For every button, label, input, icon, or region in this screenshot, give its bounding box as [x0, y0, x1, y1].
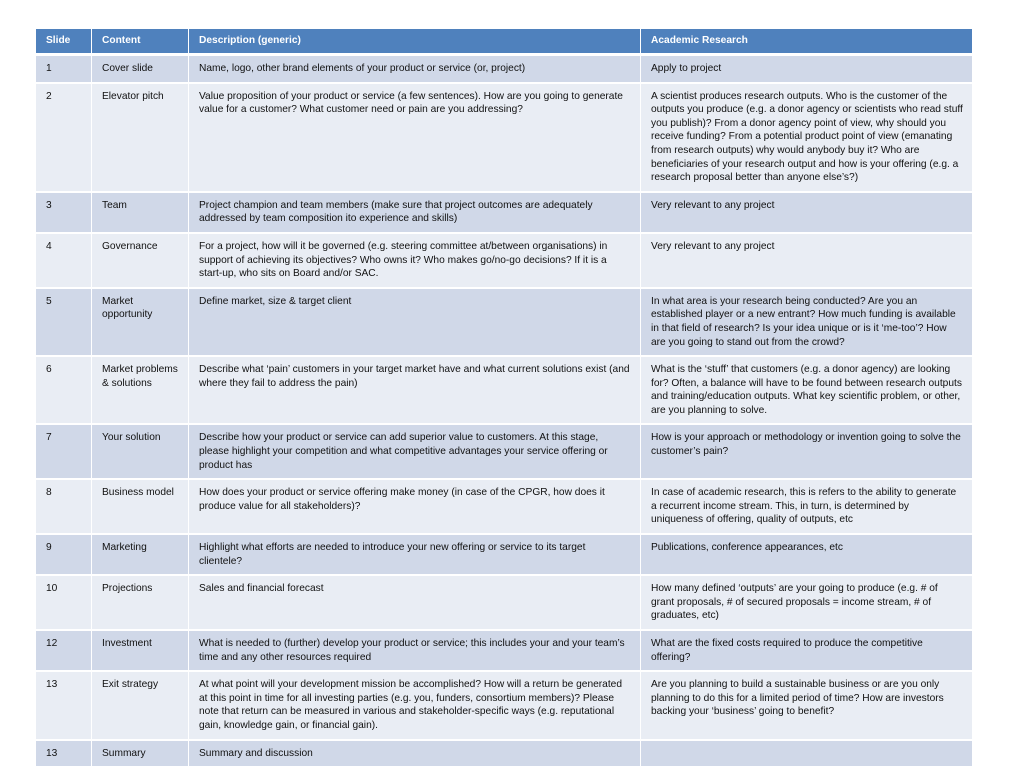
cell-academic-research: Very relevant to any project	[641, 193, 972, 234]
cell-academic-research: A scientist produces research outputs. Who is the customer of the outputs you produce (e.g. a donor agency or scientists who read stuff you publish)? From a donor agency point of view, why should you receive funding? From a potential product point of view (emanating from research outputs) why would anybody buy it? Who are beneficiaries of your research output and how is your offering (e.g. a research proposal better than anyone else’s?)	[641, 84, 972, 193]
cell-academic-research: In what area is your research being conducted? Are you an established player or a new entrant? How much funding is available in that field of research? Is your idea unique or is it ‘me-too’? How are you going to stand out from the crowd?	[641, 289, 972, 357]
cell-academic-research: Are you planning to build a sustainable business or are you only planning to do this for a limited period of time? How are investors backing your ‘business’ going to benefit?	[641, 672, 972, 740]
header-academic-research: Academic Research	[641, 29, 972, 56]
table-body	[36, 56, 972, 768]
cell-description: What is needed to (further) develop your product or service; this includes your and your team’s time and any other resources required	[189, 631, 641, 672]
cell-academic-research: What are the fixed costs required to produce the competitive offering?	[641, 631, 972, 672]
cell-academic-research	[641, 741, 972, 768]
cell-slide-number: 10	[36, 576, 92, 631]
table-row	[36, 741, 972, 768]
cell-content: Your solution	[92, 425, 189, 480]
cell-content: Projections	[92, 576, 189, 631]
table-row	[36, 631, 972, 672]
cell-academic-research: Publications, conference appearances, etc	[641, 535, 972, 576]
table-row	[36, 357, 972, 425]
cell-slide-number: 3	[36, 193, 92, 234]
cell-academic-research: What is the ‘stuff’ that customers (e.g. a donor agency) are looking for? Often, a balance will have to be found between research outputs and training/education outputs. What key scientific problem, or other, are you planning to solve.	[641, 357, 972, 425]
cell-slide-number: 12	[36, 631, 92, 672]
cell-slide-number: 2	[36, 84, 92, 193]
cell-slide-number: 4	[36, 234, 92, 289]
cell-academic-research: Very relevant to any project	[641, 234, 972, 289]
cell-slide-number: 9	[36, 535, 92, 576]
table-row	[36, 84, 972, 193]
cell-content: Team	[92, 193, 189, 234]
cell-description: Value proposition of your product or service (a few sentences). How are you going to generate value for a customer? What customer need or pain are you addressing?	[189, 84, 641, 193]
cell-content: Marketing	[92, 535, 189, 576]
cell-academic-research: In case of academic research, this is refers to the ability to generate a recurrent income stream. This, in turn, is determined by uniqueness of offering, quality of outputs, etc	[641, 480, 972, 535]
cell-academic-research: How is your approach or methodology or invention going to solve the customer’s pain?	[641, 425, 972, 480]
cell-content: Cover slide	[92, 56, 189, 84]
header-slide: Slide	[36, 29, 92, 56]
cell-content: Exit strategy	[92, 672, 189, 740]
cell-content: Elevator pitch	[92, 84, 189, 193]
header-description: Description (generic)	[189, 29, 641, 56]
cell-description: Describe how your product or service can add superior value to customers. At this stage, please highlight your competition and what competitive advantages your service offering or product has	[189, 425, 641, 480]
table-row	[36, 289, 972, 357]
cell-description: Describe what ‘pain’ customers in your target market have and what current solutions exist (and where they fail to address the pain)	[189, 357, 641, 425]
cell-description: For a project, how will it be governed (e.g. steering committee at/between organisations) in support of achieving its objectives? Who owns it? Who makes go/no-go decisions? If it is a start-up, who sits on Board and/or SAC.	[189, 234, 641, 289]
cell-description: Sales and financial forecast	[189, 576, 641, 631]
cell-slide-number: 5	[36, 289, 92, 357]
cell-academic-research: How many defined ‘outputs’ are your going to produce (e.g. # of grant proposals, # of secured proposals = income stream, # of graduates, etc)	[641, 576, 972, 631]
table-row	[36, 535, 972, 576]
table-header-row	[36, 29, 972, 56]
pitch-deck-table	[36, 29, 972, 768]
cell-content: Market problems & solutions	[92, 357, 189, 425]
cell-academic-research: Apply to project	[641, 56, 972, 84]
cell-description: At what point will your development mission be accomplished? How will a return be generated at this point in time for all investing parties (e.g. you, funders, consortium members)? Please note that return can be measured in various and stakeholder-specific ways (e.g. reputational gain, knowledge gain, or financial gain).	[189, 672, 641, 740]
cell-content: Summary	[92, 741, 189, 768]
cell-content: Market opportunity	[92, 289, 189, 357]
cell-slide-number: 6	[36, 357, 92, 425]
table-row	[36, 234, 972, 289]
cell-slide-number: 13	[36, 741, 92, 768]
table-row	[36, 425, 972, 480]
cell-slide-number: 8	[36, 480, 92, 535]
slide-canvas	[36, 29, 972, 768]
cell-description: Summary and discussion	[189, 741, 641, 768]
table-row	[36, 672, 972, 740]
cell-description: How does your product or service offering make money (in case of the CPGR, how does it produce value for all stakeholders)?	[189, 480, 641, 535]
table-row	[36, 576, 972, 631]
table-row	[36, 480, 972, 535]
table-row	[36, 193, 972, 234]
table-row	[36, 56, 972, 84]
cell-description: Define market, size & target client	[189, 289, 641, 357]
cell-description: Project champion and team members (make sure that project outcomes are adequately addressed by team composition ito experience and skills)	[189, 193, 641, 234]
cell-slide-number: 13	[36, 672, 92, 740]
cell-slide-number: 7	[36, 425, 92, 480]
cell-description: Name, logo, other brand elements of your product or service (or, project)	[189, 56, 641, 84]
cell-description: Highlight what efforts are needed to introduce your new offering or service to its target clientele?	[189, 535, 641, 576]
cell-content: Business model	[92, 480, 189, 535]
header-content: Content	[92, 29, 189, 56]
cell-content: Governance	[92, 234, 189, 289]
cell-content: Investment	[92, 631, 189, 672]
cell-slide-number: 1	[36, 56, 92, 84]
